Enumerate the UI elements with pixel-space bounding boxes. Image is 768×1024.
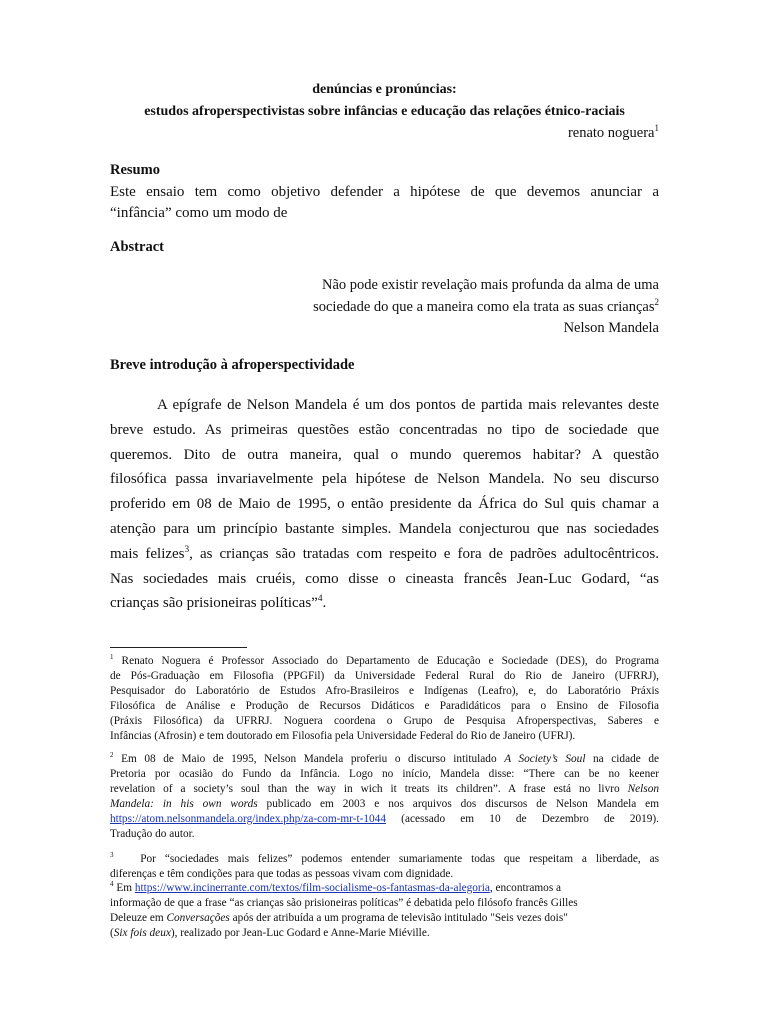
title-line-2: estudos afroperspectivistas sobre infâncias e educação das relações étnico-raciais <box>144 104 625 119</box>
footnote-1-number: 1 <box>110 653 114 662</box>
footnote-ref-3[interactable]: 3 <box>184 544 190 555</box>
resumo-line-1: Este ensaio tem como objetivo defender a hipótese de que devemos anunciar a <box>110 184 659 200</box>
epigraph-line-2 <box>313 297 659 319</box>
footnote-1-line-1-text: Renato Noguera é Professor Associado do Departamento de Educação e Sociedade (DES), do Programa <box>121 655 659 667</box>
footnote-1-line-5: (Práxis Filosófica) da UFRRJ. Noguera coordena o Grupo de Pesquisa Afroperspectivas, Saberes e <box>110 715 659 727</box>
footnote-2-line-2: Pretoria por ocasião do Fundo da Infância. Logo no início, Mandela disse: “There can be no keener <box>110 768 659 780</box>
footnote-2-book-b: Mandela: in his own words <box>110 798 258 810</box>
abstract-heading: Abstract <box>110 239 164 255</box>
footnote-2-number: 2 <box>110 751 114 760</box>
epigraph-line-1: Não pode existir revelação mais profunda da alma de uma <box>322 277 659 293</box>
body-line-2: breve estudo. As primeiras questões estão concentradas no tipo de sociedade que <box>110 421 659 438</box>
footnote-3-number: 3 <box>110 851 114 860</box>
footnote-4-line-2: informação de que a frase “as crianças são prisioneiras políticas” é debatida pelo filósofo francês Gilles <box>110 897 578 909</box>
body-line-7 <box>110 542 659 567</box>
footnote-4-link[interactable]: https://www.incinerrante.com/textos/film-socialisme-os-fantasmas-da-alegoria <box>134 882 490 894</box>
epigraph <box>313 275 659 340</box>
footnote-2-line-1 <box>110 752 659 767</box>
footnote-4-line-3-a: Deleuze em <box>110 912 167 924</box>
footnote-2-link[interactable]: https://atom.nelsonmandela.org/index.php/za-com-mr-t-1044 <box>110 813 386 825</box>
section-body <box>110 393 659 616</box>
epigraph-footnote-ref[interactable]: 2 <box>654 296 659 307</box>
body-line-9-end: . <box>322 595 327 612</box>
body-line-3: queremos. Dito de outra maneira, qual o mundo queremos habitar? A questão <box>110 446 659 463</box>
footnote-3-line-1-text: Por “sociedades mais felizes” podemos entender sumariamente todas que respeitam a liberdade, as <box>140 853 659 865</box>
footnote-2-title: A Society’s Soul <box>504 753 586 765</box>
footnote-2-line-1-a: Em 08 de Maio de 1995, Nelson Mandela proferiu o discurso intitulado <box>121 753 505 765</box>
footnote-separator <box>110 647 247 648</box>
footnote-4-line-4-b: ), realizado por Jean-Luc Godard e Anne-Marie Miéville. <box>170 927 430 939</box>
footnote-4 <box>110 881 659 941</box>
resumo-line-2: “infância” como um modo de <box>110 205 288 221</box>
body-line-7-b: , as crianças são tratadas com respeito e fora de padrões adultocêntricos. <box>189 545 659 562</box>
title-line-1: denúncias e pronúncias: <box>312 82 457 97</box>
footnote-3 <box>110 852 659 882</box>
body-line-7-a: mais felizes <box>110 545 185 562</box>
footnote-2-line-1-b: na cidade de <box>585 753 660 765</box>
footnote-1 <box>110 654 659 744</box>
footnote-4-film: Six fois deux <box>113 927 171 939</box>
body-line-1: A epígrafe de Nelson Mandela é um dos pontos de partida mais relevantes deste <box>157 397 659 413</box>
footnote-2-line-6: Tradução do autor. <box>110 828 195 840</box>
body-line-9 <box>110 591 659 616</box>
body-line-9-text: crianças são prisioneiras políticas” <box>110 595 318 612</box>
footnote-1-line-3: Pesquisador do Laboratório de Estudos Afro-Brasileiros e Indígenas (Leafro), e, do Laboratório Práxis <box>110 685 659 697</box>
footnote-2-line-5 <box>110 812 659 827</box>
footnote-3-line-1 <box>110 852 659 867</box>
footnote-4-line-1-a: Em <box>116 882 135 894</box>
footnote-4-line-4-a: ( <box>110 927 114 939</box>
footnote-2-line-5-b: (acessado em 10 de Dezembro de 2019). <box>385 813 659 825</box>
body-line-5: proferido em 08 de Maio de 1995, o então presidente da África do Sul quis chamar a <box>110 496 659 513</box>
footnote-2-line-3 <box>110 782 659 797</box>
author <box>568 125 659 142</box>
footnote-4-line-3 <box>110 911 659 926</box>
footnote-2 <box>110 752 659 842</box>
author-footnote-ref[interactable]: 1 <box>654 123 659 134</box>
author-name: renato noguera <box>567 125 655 141</box>
section-heading: Breve introdução à afroperspectividade <box>110 357 355 373</box>
epigraph-line-2-text: sociedade do que a maneira como ela trata as suas crianças <box>313 298 655 315</box>
footnote-4-number: 4 <box>110 880 114 889</box>
body-line-6: atenção para um princípio bastante simples. Mandela conjecturou que nas sociedades <box>110 520 659 537</box>
resumo-text <box>110 182 659 224</box>
footnote-1-line-1 <box>110 654 659 669</box>
footnote-4-line-4 <box>110 926 659 941</box>
footnote-1-line-4: Filosófica de Análise e Produção de Recursos Didáticos e Paradidáticos para o Ensino de Filosofia <box>110 700 659 712</box>
footnote-3-line-2: diferenças e têm condições para que todas as pessoas vivam com dignidade. <box>110 868 454 880</box>
footnote-2-line-4-b: publicado em 2003 e nos arquivos dos discursos de Nelson Mandela em <box>257 798 659 810</box>
footnote-1-line-2: de Pós-Graduação em Filosofia (PPGFil) da Universidade Federal Rural do Rio de Janeiro (UFRRJ), <box>110 670 659 682</box>
footnote-ref-4[interactable]: 4 <box>317 594 323 605</box>
body-line-8: Nas sociedades mais cruéis, como disse o cineasta francês Jean-Luc Godard, “as <box>110 570 659 587</box>
footnote-2-line-4 <box>110 797 659 812</box>
footnote-1-line-6: Infâncias (Afrosin) e tem doutorado em Filosofia pela Universidade Federal do Rio de Janeiro (UFRJ). <box>110 730 576 742</box>
resumo-heading: Resumo <box>110 162 160 178</box>
footnote-4-line-3-b: após der atribuída a um programa de televisão intitulado "Seis vezes dois" <box>229 912 568 924</box>
footnote-4-line-1 <box>110 881 659 896</box>
footnote-4-line-1-b: , encontramos a <box>489 882 562 894</box>
footnote-2-line-3-a: revelation of a society’s soul than the way in wich it treats its children”. A frase está no livro <box>110 783 628 795</box>
epigraph-attribution: Nelson Mandela <box>563 320 659 336</box>
body-line-4: filosófica passa invariavelmente pela hipótese de Nelson Mandela. No seu discurso <box>110 471 659 488</box>
footnote-2-book-a: Nelson <box>627 783 659 795</box>
footnote-4-book: Conversações <box>166 912 230 924</box>
